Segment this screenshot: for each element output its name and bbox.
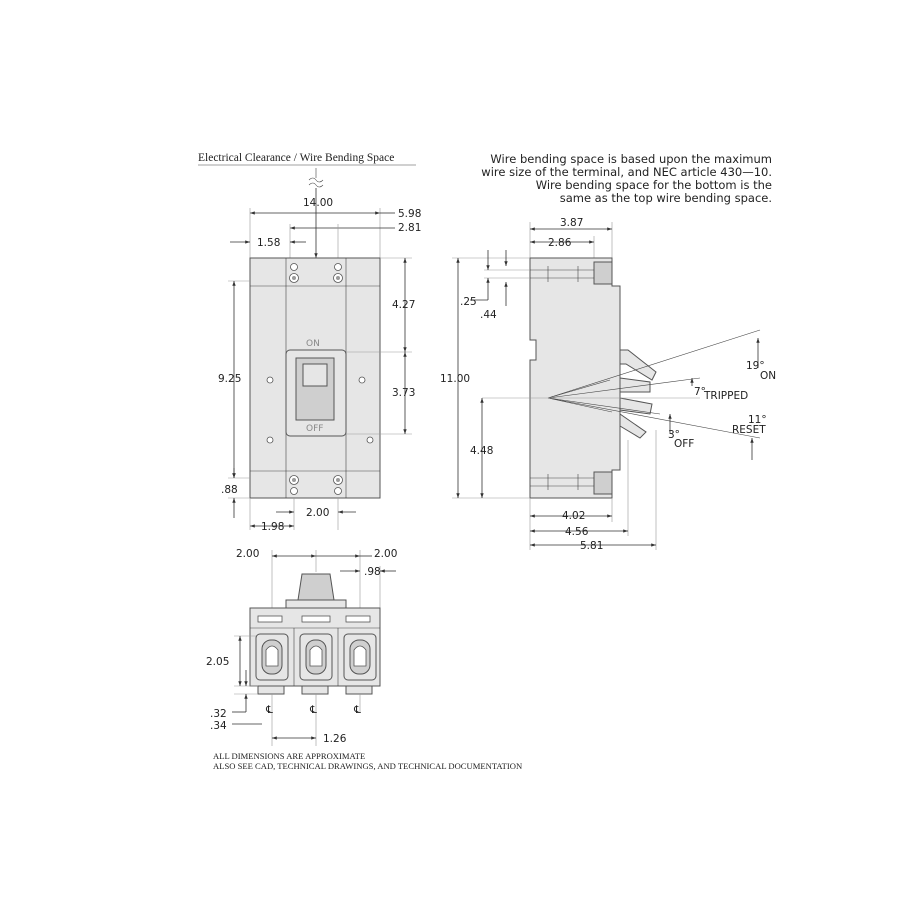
angle-on-label: ON [760, 370, 777, 382]
lug-middle [300, 634, 332, 680]
front-view [218, 168, 421, 533]
dim-2-00-right: 2.00 [374, 548, 398, 560]
angle-tripped-label: TRIPPED [704, 390, 749, 402]
note-line-1: Wire bending space is based upon the maximum [490, 152, 772, 166]
dim-2-00-left: 2.00 [236, 548, 260, 560]
on-label: ON [306, 339, 320, 349]
angle-off-label: OFF [674, 438, 695, 450]
lug-left [256, 634, 288, 680]
footer-line-1: ALL DIMENSIONS ARE APPROXIMATE [213, 751, 366, 761]
dim-0-32: .32 [210, 708, 227, 720]
dim-5-81: 5.81 [580, 540, 604, 552]
dim-2-81: 2.81 [398, 222, 422, 234]
dim-4-48: 4.48 [470, 445, 494, 457]
angle-19: 19° [746, 360, 765, 372]
note-line-4: same as the top wire bending space. [559, 191, 772, 205]
dim-2-05: 2.05 [206, 656, 230, 668]
dim-0-25: .25 [460, 296, 477, 308]
dim-3-87: 3.87 [560, 217, 584, 229]
dim-3-73: 3.73 [392, 387, 416, 399]
off-label: OFF [306, 424, 324, 434]
breaker-side-body [530, 258, 620, 498]
dim-1-26: 1.26 [323, 733, 347, 745]
angle-3: 3° [668, 429, 680, 441]
dim-1-98: 1.98 [261, 521, 285, 533]
dim-0-44: .44 [480, 309, 497, 321]
dim-14: 14.00 [303, 197, 334, 209]
clearance-title: Electrical Clearance / Wire Bending Space [198, 152, 395, 164]
centerline-left: ℄ [266, 704, 273, 716]
angle-7: 7° [694, 386, 706, 398]
centerline-middle: ℄ [310, 704, 317, 716]
dim-0-98: .98 [364, 566, 381, 578]
dim-1-58: 1.58 [257, 237, 281, 249]
end-view [206, 548, 397, 746]
end-view-handle [298, 574, 334, 600]
dim-4-27: 4.27 [392, 299, 416, 311]
dim-5-98: 5.98 [398, 208, 422, 220]
handle-reset-position [620, 414, 646, 438]
handle-off-position [620, 398, 652, 414]
lug-right [344, 634, 376, 680]
note-line-3: Wire bending space for the bottom is the [535, 178, 772, 192]
angle-reset-label: RESET [732, 424, 766, 436]
dim-2-86: 2.86 [548, 237, 572, 249]
dim-11-00: 11.00 [440, 373, 471, 385]
centerline-right: ℄ [354, 704, 361, 716]
dim-0-34: .34 [210, 720, 227, 732]
note-line-2: wire size of the terminal, and NEC article 430—10. [481, 165, 772, 179]
dim-4-56: 4.56 [565, 526, 589, 538]
dim-2-00-front: 2.00 [306, 507, 330, 519]
dim-9-25: 9.25 [218, 373, 242, 385]
footer-line-2: ALSO SEE CAD, TECHNICAL DRAWINGS, AND TECHNICAL DOCUMENTATION [213, 761, 523, 771]
dim-0-88: .88 [221, 484, 238, 496]
dim-4-02: 4.02 [562, 510, 586, 522]
side-view [440, 217, 776, 552]
angle-11: 11° [748, 414, 767, 426]
break-symbol [309, 168, 323, 187]
note-block [481, 152, 772, 205]
